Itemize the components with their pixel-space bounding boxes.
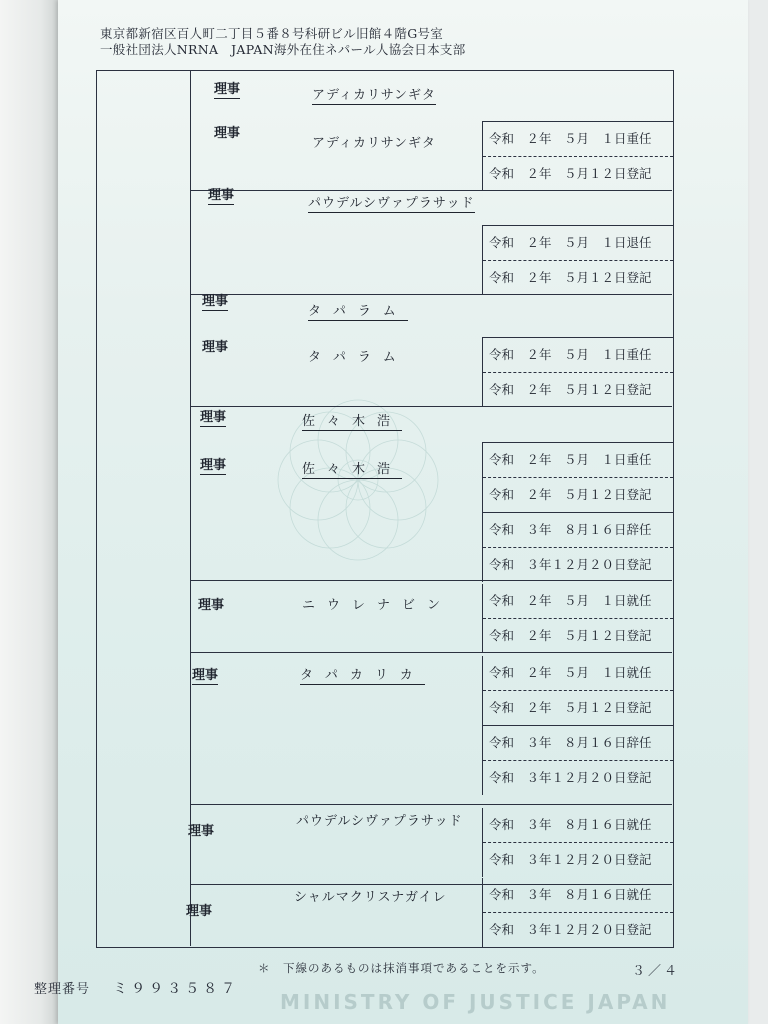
officer-name: ニウレナビン bbox=[302, 598, 453, 613]
date-entry: 令和 ２年 ５月１２日登記 bbox=[483, 477, 673, 512]
role-label: 理事 bbox=[208, 184, 234, 205]
date-entry: 令和 ３年１２月２０日登記 bbox=[483, 842, 673, 877]
role-label: 理事 bbox=[192, 664, 218, 685]
officer-block bbox=[190, 580, 672, 653]
strikeout-note: ＊ 下線のあるものは抹消事項であることを示す。 bbox=[258, 961, 545, 975]
officer-name-struck: タパカリカ bbox=[300, 664, 425, 685]
address-line: 東京都新宿区百人町二丁目５番８号科研ビル旧館４階G号室 bbox=[100, 26, 444, 41]
document-header bbox=[100, 26, 466, 58]
officer-name-struck: アディカリサンギタ bbox=[312, 84, 436, 105]
date-entry: 令和 ２年 ５月１２日登記 bbox=[483, 156, 673, 191]
officer-name-struck: タパラム bbox=[308, 300, 408, 321]
officer-name-struck: 佐々木浩 bbox=[302, 458, 402, 479]
date-entry: 令和 ３年１２月２０日登記 bbox=[483, 547, 673, 582]
role-label: 理事 bbox=[200, 454, 226, 475]
date-entry: 令和 ２年 ５月 １日就任 bbox=[489, 593, 652, 608]
date-list bbox=[482, 808, 673, 877]
date-entry: 令和 ２年 ５月 １日就任 bbox=[489, 665, 652, 680]
officer-name: タパラム bbox=[308, 350, 408, 365]
date-entry: 令和 ３年 ８月１６日辞任 bbox=[483, 512, 673, 547]
officer-block bbox=[190, 804, 672, 885]
binder-edge bbox=[0, 0, 58, 1024]
date-entry: 令和 ３年 ８月１６日就任 bbox=[489, 887, 652, 902]
date-list bbox=[482, 225, 673, 295]
role-label: 理事 bbox=[202, 340, 229, 355]
reference-number bbox=[34, 978, 239, 998]
reference-value: ミ９９３５８７ bbox=[113, 981, 240, 997]
officer-block bbox=[190, 190, 672, 295]
officer-block bbox=[190, 70, 672, 191]
role-label: 理事 bbox=[186, 904, 213, 919]
date-entry: 令和 ２年 ５月 １日重任 bbox=[483, 121, 673, 156]
date-list bbox=[482, 337, 673, 407]
date-list bbox=[482, 656, 673, 795]
date-entry: 令和 ２年 ５月 １日重任 bbox=[483, 337, 673, 372]
role-label: 理事 bbox=[202, 290, 228, 311]
date-entry: 令和 ３年１２月２０日登記 bbox=[483, 912, 673, 947]
officer-block bbox=[190, 652, 672, 805]
date-entry: 令和 ２年 ５月１２日登記 bbox=[483, 260, 673, 295]
role-label: 理事 bbox=[188, 824, 215, 839]
officer-block bbox=[186, 884, 672, 946]
officer-name: シャルマクリスナガイレ bbox=[294, 890, 447, 905]
organization-line: 一般社団法人NRNA JAPAN海外在住ネパール人協会日本支部 bbox=[100, 42, 466, 57]
date-list bbox=[482, 878, 673, 947]
date-entry: 令和 ２年 ５月１２日登記 bbox=[483, 690, 673, 725]
reference-label: 整理番号 bbox=[34, 982, 91, 997]
role-label: 理事 bbox=[198, 598, 225, 613]
date-entry: 令和 ２年 ５月 １日退任 bbox=[483, 225, 673, 260]
date-entry: 令和 ２年 ５月１２日登記 bbox=[483, 618, 673, 653]
officer-block bbox=[190, 294, 672, 407]
officer-name: アディカリサンギタ bbox=[312, 136, 436, 151]
date-entry: 令和 ２年 ５月１２日登記 bbox=[483, 372, 673, 407]
date-entry: 令和 ２年 ５月 １日重任 bbox=[483, 442, 673, 477]
date-entry: 令和 ３年１２月２０日登記 bbox=[483, 760, 673, 795]
officer-name: パウデルシヴァプラサッド bbox=[296, 814, 463, 829]
ministry-watermark: MINISTRY OF JUSTICE JAPAN bbox=[280, 990, 671, 1014]
role-label: 理事 bbox=[214, 126, 241, 141]
role-label: 理事 bbox=[200, 406, 226, 427]
date-entry: 令和 ３年 ８月１６日就任 bbox=[489, 817, 652, 832]
date-list bbox=[482, 442, 673, 582]
date-list bbox=[482, 584, 673, 653]
date-list bbox=[482, 121, 673, 191]
officer-name-struck: パウデルシヴァプラサッド bbox=[308, 192, 475, 213]
date-entry: 令和 ３年 ８月１６日辞任 bbox=[483, 725, 673, 760]
page-number: ３／４ bbox=[632, 964, 681, 979]
role-label: 理事 bbox=[214, 78, 240, 99]
officer-name-struck: 佐々木浩 bbox=[302, 410, 402, 431]
officer-block bbox=[190, 406, 672, 581]
